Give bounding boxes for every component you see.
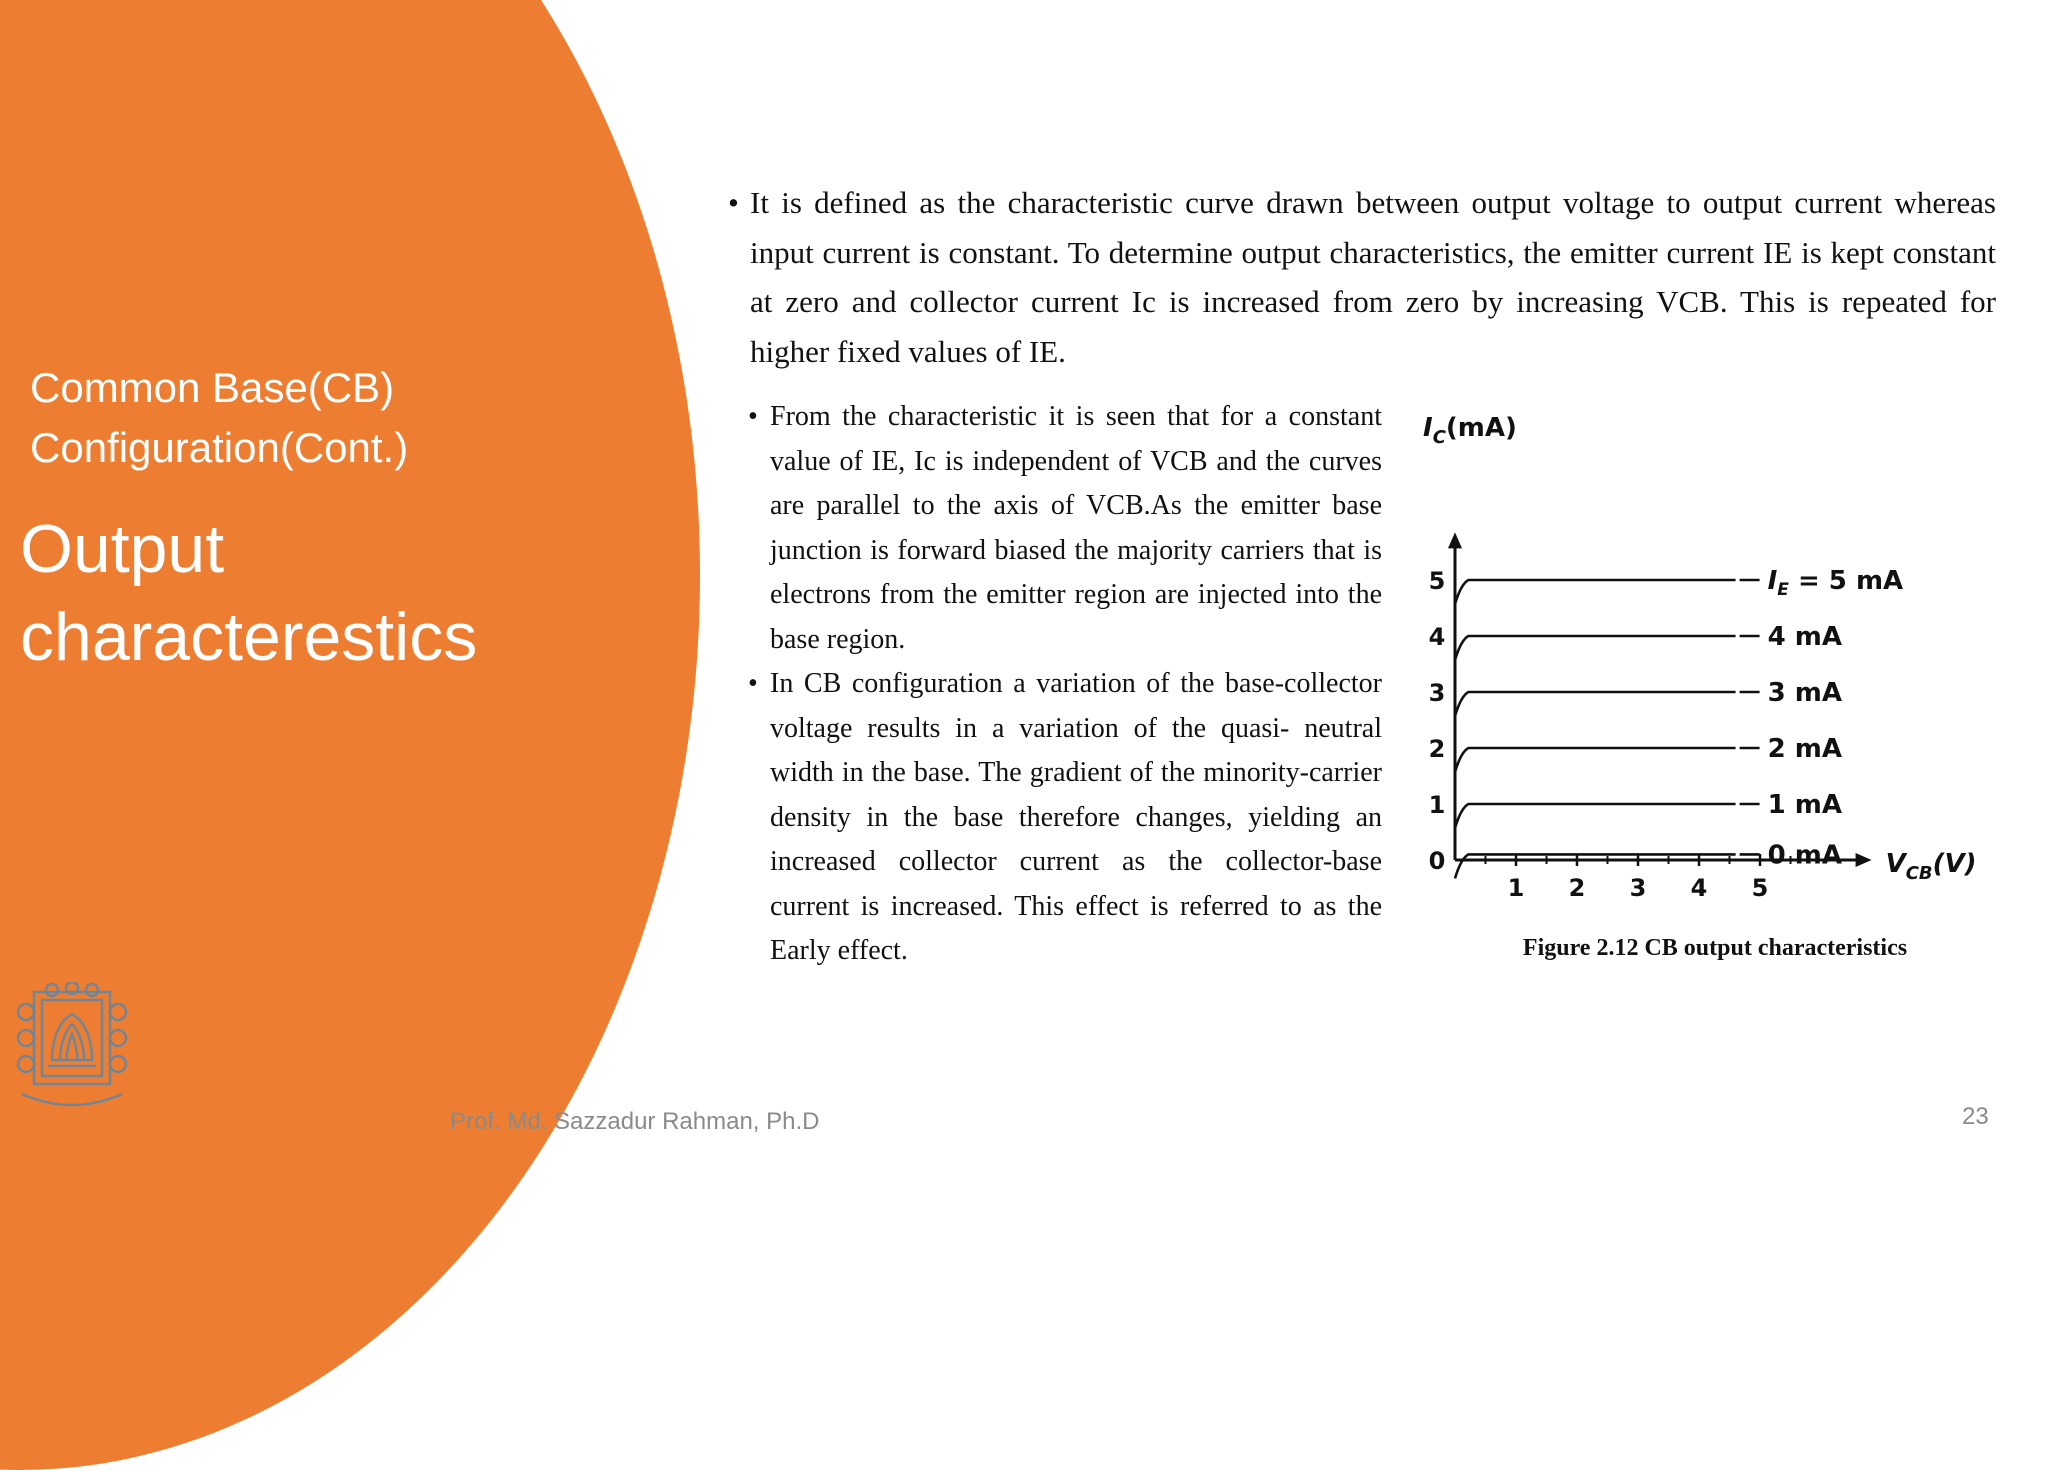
orange-circle-background	[0, 0, 700, 1470]
curve-4-mA	[1455, 636, 1736, 660]
bullet-dot: •	[728, 185, 739, 220]
footer-author: Prof. Md. Sazzadur Rahman, Ph.D	[450, 1108, 820, 1135]
title-line-2: characterestics	[20, 599, 478, 675]
curve-label: 2 mA	[1767, 734, 1842, 764]
bullet-dot: •	[748, 668, 758, 699]
title-line-1: Output	[20, 511, 225, 587]
bullet-item	[748, 662, 1382, 974]
subtitle-line-1: Common Base(CB)	[30, 364, 395, 411]
y-tick-label: 5	[1428, 567, 1446, 595]
y-tick-label: 3	[1428, 679, 1446, 707]
y-tick-label: 0	[1428, 847, 1446, 875]
curve-1-mA	[1455, 804, 1736, 828]
x-tick-label: 3	[1629, 874, 1647, 902]
chart-curves	[1455, 580, 1760, 878]
curve-label: 3 mA	[1767, 678, 1842, 708]
chart-labels	[1423, 413, 1977, 961]
figure-caption: Figure 2.12 CB output characteristics	[1522, 935, 1908, 961]
y-axis-label: $I_C(mA)$	[1423, 413, 1517, 448]
x-axis-arrow	[1856, 853, 1872, 867]
main-bullet-text: It is defined as the characteristic curve drawn between output voltage to output current whereas input current is constant. To determine output characteristics, the emitter current IE is kept constant at zero and collector current Ic is increased from zero by increasing VCB. This is repeated for higher fixed values of IE.	[750, 185, 1996, 369]
y-tick-label: 2	[1428, 735, 1446, 763]
x-tick-label: 2	[1568, 874, 1586, 902]
x-tick-label: 5	[1751, 874, 1769, 902]
y-tick-label: 4	[1428, 623, 1446, 651]
bullet-text: From the characteristic it is seen that for a constant value of IE, Ic is independent of VCB and the curves are parallel to the axis of VCB.As the emitter base junction is forward biased the majority carriers that is electrons from the emitter region are injected into the base region.	[770, 401, 1382, 655]
x-tick-label: 4	[1690, 874, 1708, 902]
bullet-item	[748, 395, 1382, 662]
curve-label: 4 mA	[1767, 622, 1842, 652]
main-bullet-paragraph	[728, 178, 1996, 376]
cb-output-characteristics-chart	[1400, 400, 2040, 970]
bullet-dot: •	[748, 401, 758, 432]
university-logo	[12, 982, 132, 1112]
secondary-bullets	[748, 395, 1382, 974]
slide-title	[20, 505, 620, 681]
bullet-text: In CB configuration a variation of the base-collector voltage results in a variation of the quasi- neutral width in the base. The gradient of the minority-carrier density in the base therefore changes, yielding an increased collector current as the collector-base current is increased. This effect is referred to as the Early effect.	[770, 668, 1382, 966]
curve-2-mA	[1455, 748, 1736, 772]
y-tick-label: 1	[1428, 791, 1446, 819]
y-axis-arrow	[1448, 532, 1462, 548]
x-axis-label: $V_{CB}(V)$	[1885, 849, 1977, 884]
curve-3-mA	[1455, 692, 1736, 716]
curve-label: $I_E = 5$ mA	[1767, 566, 1904, 600]
page-number: 23	[1962, 1103, 1989, 1130]
curve-5-mA	[1455, 580, 1736, 604]
subtitle-line-2: Configuration(Cont.)	[30, 424, 409, 471]
slide-subtitle	[30, 358, 630, 478]
curve-label: 0 mA	[1767, 840, 1842, 871]
curve-label: 1 mA	[1767, 790, 1842, 820]
x-tick-label: 1	[1507, 874, 1525, 902]
